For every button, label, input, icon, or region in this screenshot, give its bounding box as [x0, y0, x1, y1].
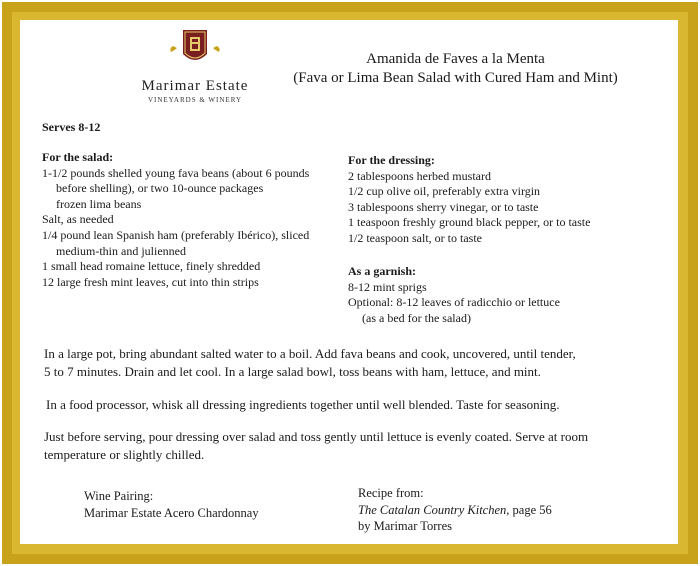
list-item: 1/4 pound lean Spanish ham (preferably Ibérico), sliced: [42, 227, 310, 242]
list-item: Optional: 8-12 leaves of radicchio or lettuce: [348, 295, 560, 310]
instruction-paragraph-1: [44, 345, 664, 381]
source-book: The Catalan Country Kitchen: [358, 502, 507, 517]
recipe-title: Amanida de Faves a la Menta: [366, 51, 545, 67]
list-item: 1/2 teaspoon salt, or to taste: [348, 230, 482, 245]
garnish-section: [348, 264, 648, 326]
list-item: Salt, as needed: [42, 212, 114, 227]
garnish-heading: As a garnish:: [348, 264, 417, 278]
instruction-paragraph-2: In a food processor, whisk all dressing ingredients together until well blended. Taste for seasoning.: [46, 397, 560, 412]
brand-subtitle: VINEYARDS & WINERY: [147, 96, 243, 104]
wine-pairing-value: Marimar Estate Acero Chardonnay: [84, 506, 259, 520]
dressing-section: [348, 153, 648, 247]
source-author: by Marimar Torres: [358, 519, 453, 533]
recipe-source: [358, 485, 552, 535]
list-item: (as a bed for the salad): [362, 310, 471, 325]
recipe-card: [20, 20, 678, 544]
list-item: frozen lima beans: [56, 196, 142, 211]
serves: Serves 8-12: [42, 120, 101, 134]
dressing-heading: For the dressing:: [348, 153, 435, 167]
list-item: 1 small head romaine lettuce, finely shredded: [42, 259, 261, 274]
list-item: 1/2 cup olive oil, preferably extra virgin: [348, 184, 541, 199]
list-item: 1 teaspoon freshly ground black pepper, or to taste: [348, 215, 591, 230]
source-page: , page 56: [506, 502, 552, 517]
instruction-line: 5 to 7 minutes. Drain and let cool. In a large salad bowl, toss beans with ham, lettuce, and mint.: [44, 364, 541, 379]
instruction-paragraph-3: [44, 428, 664, 464]
instruction-line: temperature or slightly chilled.: [44, 447, 205, 462]
source-label: Recipe from:: [358, 486, 424, 500]
instruction-line: In a large pot, bring abundant salted water to a boil. Add fava beans and cook, uncovered, until tender,: [44, 346, 576, 361]
instruction-line: Just before serving, pour dressing over salad and toss gently until lettuce is evenly coated. Serve at room: [44, 429, 589, 444]
salad-section: [42, 150, 332, 290]
list-item: medium-thin and julienned: [56, 243, 186, 258]
brand-name: Marimar Estate: [141, 78, 249, 94]
salad-heading: For the salad:: [42, 150, 114, 164]
list-item: 3 tablespoons sherry vinegar, or to taste: [348, 199, 539, 214]
brand-logo: [130, 26, 260, 104]
list-item: 12 large fresh mint leaves, cut into thin strips: [42, 274, 259, 289]
source-book-line: [358, 502, 552, 519]
list-item: 1-1/2 pounds shelled young fava beans (about 6 pounds: [42, 165, 310, 180]
wine-pairing-label: Wine Pairing:: [84, 489, 154, 503]
wine-pairing: [84, 488, 259, 522]
estate-emblem-icon: [169, 26, 221, 70]
recipe-subtitle: (Fava or Lima Bean Salad with Cured Ham and Mint): [293, 70, 618, 86]
recipe-title-block: [288, 50, 623, 88]
list-item: 2 tablespoons herbed mustard: [348, 168, 491, 183]
list-item: before shelling), or two 10-ounce packages: [56, 181, 264, 196]
list-item: 8-12 mint sprigs: [348, 279, 427, 294]
